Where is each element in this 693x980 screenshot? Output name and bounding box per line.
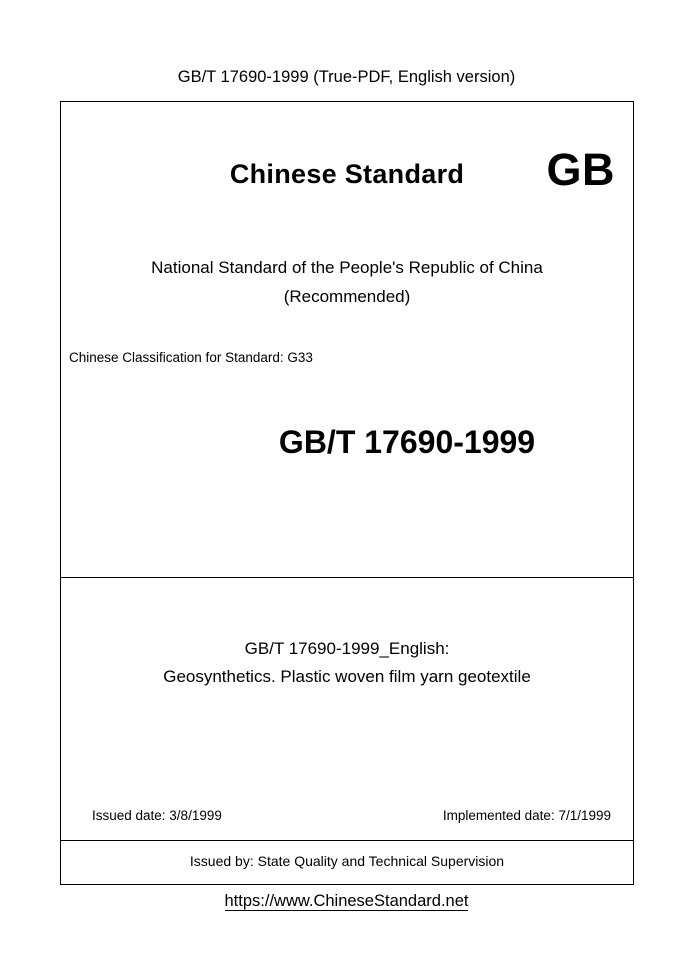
- issued-by-text: Issued by: State Quality and Technical Supervision: [189, 853, 505, 869]
- implemented-date: Implemented date: 7/1/1999: [442, 808, 611, 823]
- page-title: GB/T 17690-1999 (True-PDF, English version): [177, 68, 516, 86]
- footer-url[interactable]: [0, 892, 693, 911]
- cover-lower-section: [61, 578, 633, 841]
- standard-number: GB/T 17690-1999: [278, 424, 536, 460]
- cover-upper-section: [61, 102, 633, 578]
- classification-code: Chinese Classification for Standard: G33: [69, 350, 313, 365]
- cover-heading: Chinese Standard: [229, 159, 465, 189]
- national-standard-line-2: (Recommended): [283, 287, 411, 306]
- national-standard-line-1: National Standard of the People's Republic of China: [151, 258, 543, 277]
- english-title-line-1: GB/T 17690-1999_English:: [244, 639, 450, 658]
- issued-by-bar: [61, 841, 633, 882]
- standard-cover-box: [60, 101, 634, 885]
- footer-url-link[interactable]: https://www.ChineseStandard.net: [224, 892, 469, 910]
- english-title-line-2: Geosynthetics. Plastic woven film yarn geotextile: [163, 667, 531, 686]
- issued-date: Issued date: 3/8/1999: [92, 808, 222, 823]
- gb-logo: GB: [546, 144, 615, 195]
